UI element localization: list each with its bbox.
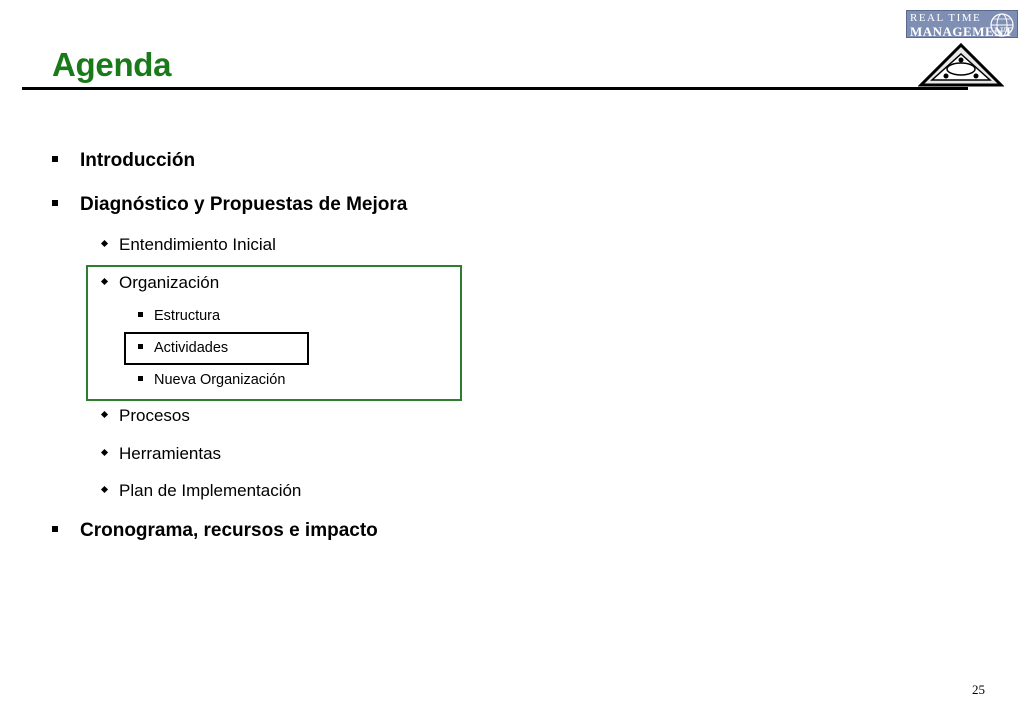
logo-line-1: REAL TIME [910, 12, 982, 24]
agenda-item-diagnostico [52, 194, 407, 216]
subitem-label: Herramientas [119, 444, 222, 463]
subsubitem-label: Nueva Organización [154, 372, 286, 388]
subsubitem-estructura [138, 308, 220, 324]
subitem-label: Entendimiento Inicial [119, 235, 276, 254]
triangle-emblem-icon [918, 42, 1004, 88]
logo-banner [906, 10, 1018, 38]
subitem-plan-implementacion [100, 481, 301, 501]
subitem-organizacion [100, 273, 219, 293]
agenda-item-label: Introducción [80, 150, 196, 171]
square-bullet-icon [138, 376, 143, 381]
subitem-label: Procesos [119, 406, 190, 425]
page-number: 25 [972, 682, 985, 697]
subitem-label: Organización [119, 273, 220, 292]
diamond-bullet-icon [101, 240, 108, 247]
subsubitem-label: Estructura [154, 308, 221, 324]
subitem-herramientas [100, 444, 221, 464]
diamond-bullet-icon [101, 278, 108, 285]
subitem-procesos [100, 406, 190, 426]
square-bullet-icon [138, 344, 143, 349]
diamond-bullet-icon [101, 449, 108, 456]
subsubitem-nueva-organizacion [138, 372, 285, 388]
agenda-item-label: Diagnóstico y Propuestas de Mejora [80, 194, 408, 215]
agenda-item-introduccion [52, 150, 195, 172]
globe-icon [989, 12, 1015, 38]
square-bullet-icon [52, 200, 58, 206]
subitem-label: Plan de Implementación [119, 481, 302, 500]
square-bullet-icon [138, 312, 143, 317]
agenda-item-label: Cronograma, recursos e impacto [80, 520, 378, 541]
subsubitem-label: Actividades [154, 340, 229, 356]
diamond-bullet-icon [101, 411, 108, 418]
square-bullet-icon [52, 156, 58, 162]
slide-title: Agenda [52, 46, 172, 83]
subsubitem-actividades [138, 340, 228, 356]
square-bullet-icon [52, 526, 58, 532]
subitem-entendimiento-inicial [100, 235, 276, 255]
logo-line-2: MANAGEMENT [910, 24, 1014, 38]
title-divider [22, 87, 968, 90]
diamond-bullet-icon [101, 486, 108, 493]
company-logo [904, 10, 1020, 90]
agenda-item-cronograma [52, 520, 378, 542]
